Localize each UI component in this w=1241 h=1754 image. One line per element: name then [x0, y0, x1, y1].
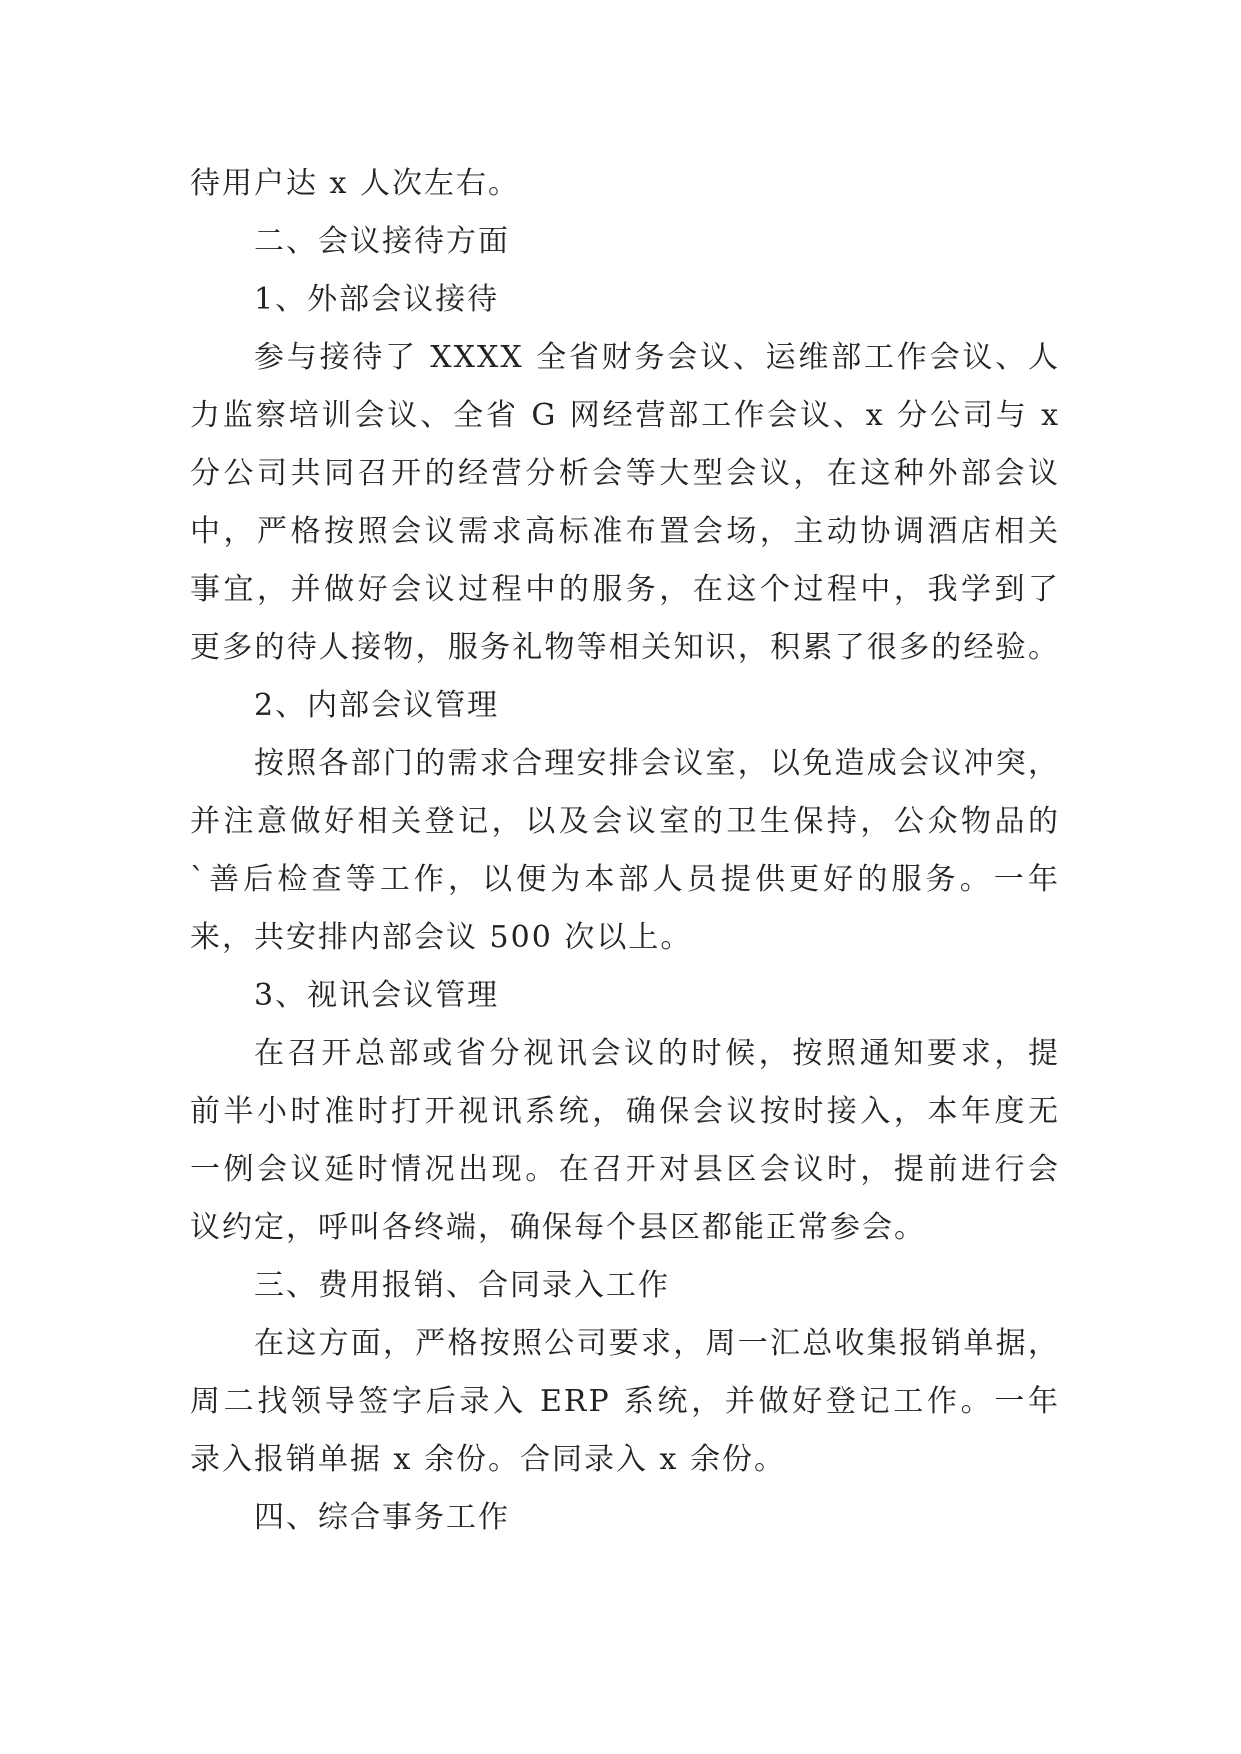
text-line: 更多的待人接物，服务礼物等相关知识，积累了很多的经验。: [190, 630, 1060, 665]
text-line: 周二找领导签字后录入 ERP 系统，并做好登记工作。一年: [190, 1384, 1060, 1419]
text-line: 待用户达 x 人次左右。: [190, 166, 520, 201]
text-line: 力监察培训会议、全省 G 网经营部工作会议、x 分公司与 x: [190, 398, 1060, 433]
section-heading-general-affairs: 四、综合事务工作: [254, 1500, 510, 1535]
text-line: 在这方面，严格按照公司要求，周一汇总收集报销单据，: [254, 1326, 1060, 1361]
section-heading-meeting-reception: 二、会议接待方面: [254, 224, 510, 259]
text-line: 前半小时准时打开视讯系统，确保会议按时接入，本年度无: [190, 1094, 1060, 1129]
text-line: 并注意做好相关登记，以及会议室的卫生保持，公众物品的: [190, 804, 1060, 839]
text-line: 录入报销单据 x 余份。合同录入 x 余份。: [190, 1442, 786, 1477]
text-line: `善后检查等工作，以便为本部人员提供更好的服务。一年: [190, 862, 1060, 897]
text-line: 分公司共同召开的经营分析会等大型会议，在这种外部会议: [190, 456, 1060, 491]
text-line: 中，严格按照会议需求高标准布置会场，主动协调酒店相关: [190, 514, 1060, 549]
document-page: [190, 155, 1060, 1547]
subheading-internal-meetings: 2、内部会议管理: [254, 688, 500, 723]
section-heading-expenses-contracts: 三、费用报销、合同录入工作: [254, 1268, 670, 1303]
text-line: 一例会议延时情况出现。在召开对县区会议时，提前进行会: [190, 1152, 1060, 1187]
text-line: 在召开总部或省分视讯会议的时候，按照通知要求，提: [254, 1036, 1060, 1071]
subheading-external-meetings: 1、外部会议接待: [254, 282, 500, 317]
text-line: 参与接待了 XXXX 全省财务会议、运维部工作会议、人: [254, 340, 1060, 375]
text-line: 按照各部门的需求合理安排会议室，以免造成会议冲突，: [254, 746, 1060, 781]
text-line: 来，共安排内部会议 500 次以上。: [190, 920, 693, 955]
text-line: 事宜，并做好会议过程中的服务，在这个过程中，我学到了: [190, 572, 1060, 607]
text-line: 议约定，呼叫各终端，确保每个县区都能正常参会。: [190, 1210, 926, 1245]
subheading-video-conference: 3、视讯会议管理: [254, 978, 500, 1013]
